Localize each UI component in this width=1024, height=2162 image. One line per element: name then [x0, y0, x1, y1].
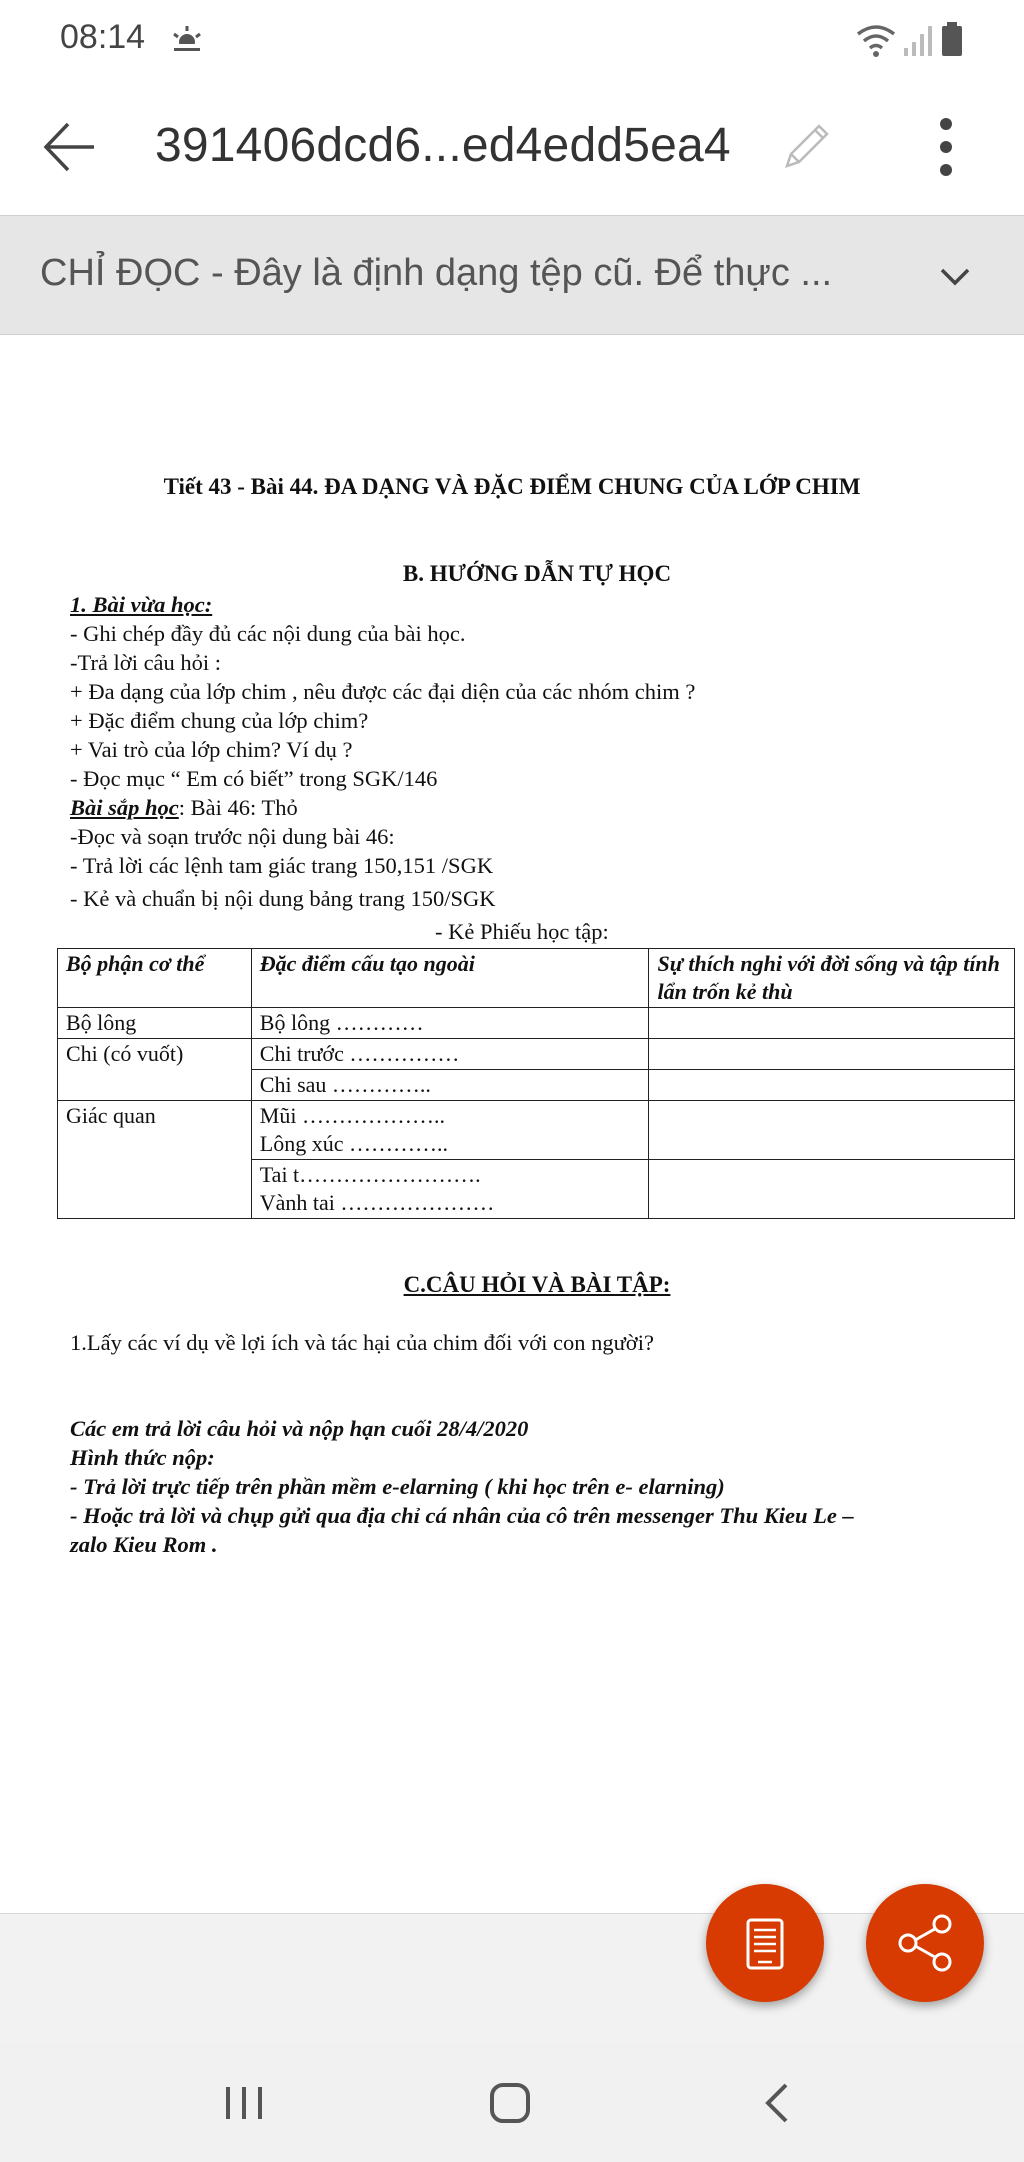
bai-sap-hoc [70, 795, 298, 821]
nav-back-icon[interactable] [760, 2081, 796, 2125]
table-cell [251, 1160, 649, 1219]
doc-line: - Kẻ và chuẩn bị nội dung bảng trang 150/SGK [70, 886, 496, 911]
document-title: 391406dcd6...ed4edd5ea4 [155, 119, 731, 172]
section-b-heading: B. HƯỚNG DẪN TỰ HỌC [402, 561, 672, 586]
home-icon[interactable] [488, 2081, 532, 2125]
table-header-cell: Đặc điểm cấu tạo ngoài [251, 949, 649, 1008]
table-cell: Chi sau ………….. [251, 1070, 649, 1101]
table-cell [649, 1160, 1015, 1219]
bai-vua-hoc-label: 1. Bài vừa học: [70, 592, 213, 617]
note-line: - Hoặc trả lời và chụp gửi qua địa chỉ cá nhân của cô trên messenger Thu Kieu Le – [70, 1503, 854, 1528]
note-line: zalo Kieu Rom . [70, 1532, 218, 1557]
share-icon [866, 1884, 984, 2002]
doc-line: + Vai trò của lớp chim? Ví dụ ? [70, 737, 353, 762]
battery-icon [940, 20, 964, 60]
table-cell [649, 1070, 1015, 1101]
note-line: Hình thức nộp: [70, 1445, 215, 1470]
table-cell-line: Lông xúc ………….. [259, 1131, 448, 1156]
reading-mode-icon [706, 1884, 824, 2002]
table-header-cell: Sự thích nghi với đời sống và tập tính lẩn trốn kẻ thù [649, 949, 1015, 1008]
navigation-bar [0, 2043, 1024, 2162]
wifi-icon [854, 20, 898, 60]
chevron-down-icon[interactable] [930, 256, 980, 296]
weather-icon [170, 24, 204, 54]
doc-line: - Ghi chép đầy đủ các nội dung của bài học. [70, 621, 466, 646]
reading-mode-button[interactable] [706, 1884, 824, 2002]
bai-sap-hoc-label: Bài sắp học [70, 795, 179, 820]
pencil-icon[interactable] [775, 116, 837, 178]
table-row [58, 1039, 1015, 1070]
table-cell [649, 1101, 1015, 1160]
table-cell: Chi (có vuốt) [58, 1039, 252, 1101]
doc-line: + Đặc điểm chung của lớp chim? [70, 708, 369, 733]
lesson-title: Tiết 43 - Bài 44. ĐA DẠNG VÀ ĐẶC ĐIỂM CHUNG CỦA LỚP CHIM [163, 474, 861, 499]
table-header-cell: Bộ phận cơ thể [58, 949, 252, 1008]
table-cell: Bộ lông ………… [251, 1008, 649, 1039]
table-cell [251, 1101, 649, 1160]
table-cell: Giác quan [58, 1101, 252, 1219]
table-header-row [58, 949, 1015, 1008]
table-row [58, 1101, 1015, 1160]
app-bar [0, 80, 1024, 215]
recents-icon[interactable] [222, 2083, 266, 2123]
document-page [0, 334, 1024, 1914]
read-only-message: CHỈ ĐỌC - Đây là định dạng tệp cũ. Để thực ... [40, 252, 833, 294]
doc-line: - Đọc mục “ Em có biết” trong SGK/146 [70, 766, 438, 791]
table-row [58, 1008, 1015, 1039]
doc-line: - Kẻ Phiếu học tập: [435, 919, 609, 944]
table-cell: Bộ lông [58, 1008, 252, 1039]
table-cell [649, 1008, 1015, 1039]
table-cell [649, 1039, 1015, 1070]
table-cell-line: Vành tai ………………… [259, 1190, 495, 1215]
doc-line: - Trả lời các lệnh tam giác trang 150,151 /SGK [70, 853, 494, 878]
status-time: 08:14 [60, 18, 146, 56]
signal-icon [902, 20, 936, 60]
bai-sap-hoc-value: : Bài 46: Thỏ [178, 795, 298, 820]
status-bar [0, 0, 1024, 80]
table-cell: Chi trước …………… [251, 1039, 649, 1070]
doc-line: -Đọc và soạn trước nội dung bài 46: [70, 824, 395, 849]
back-arrow-icon[interactable] [38, 116, 100, 178]
more-vertical-icon[interactable] [918, 114, 974, 180]
section-c-heading: C.CÂU HỎI VÀ BÀI TẬP: [403, 1272, 671, 1297]
phieu-hoc-tap-table [57, 948, 1015, 1219]
table-cell-line: Tai t……………………. [259, 1162, 481, 1187]
doc-line: + Đa dạng của lớp chim , nêu được các đại diện của các nhóm chim ? [70, 679, 696, 704]
read-only-banner[interactable] [0, 215, 1024, 335]
share-button[interactable] [866, 1884, 984, 2002]
note-line: Các em trả lời câu hỏi và nộp hạn cuối 28/4/2020 [70, 1416, 529, 1441]
note-line: - Trả lời trực tiếp trên phần mềm e-elarning ( khi học trên e- elarning) [70, 1474, 725, 1499]
table-cell-line: Mũi ……………….. [259, 1103, 445, 1128]
doc-line: -Trả lời câu hỏi : [70, 650, 222, 675]
question-1: 1.Lấy các ví dụ về lợi ích và tác hại của chim đối với con người? [70, 1330, 654, 1355]
